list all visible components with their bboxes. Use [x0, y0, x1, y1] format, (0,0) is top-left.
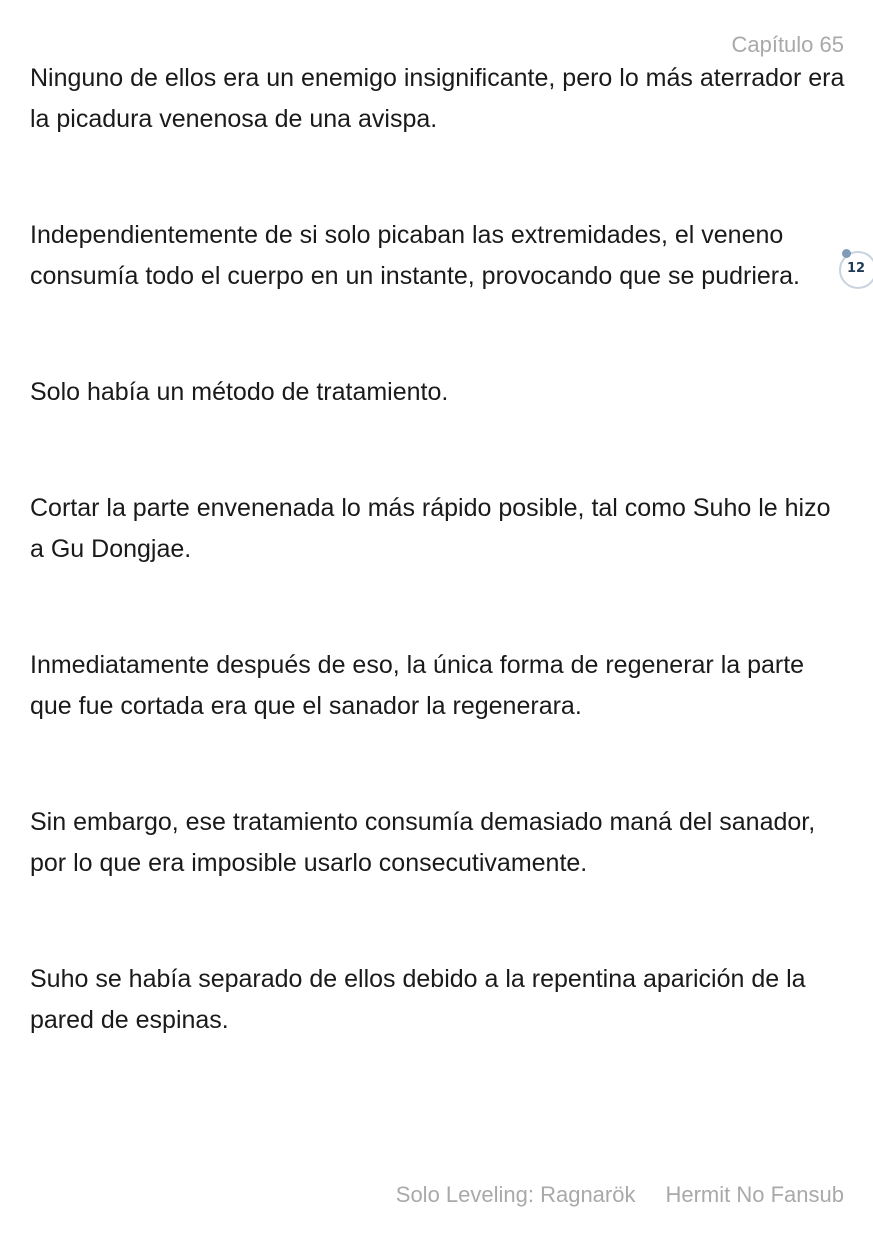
- paragraph: Ninguno de ellos era un enemigo insignificante, pero lo más aterrador era la picadura venenosa de una avispa.: [30, 64, 845, 133]
- page-number: 12: [847, 261, 866, 276]
- paragraph: Sin embargo, ese tratamiento consumía demasiado maná del sanador, por lo que era imposible usarlo consecutivamente.: [30, 808, 816, 877]
- paragraph: Independientemente de si solo picaban las extremidades, el veneno consumía todo el cuerpo en un instante, provocando que se pudriera.: [30, 221, 800, 290]
- paragraph: Suho se había separado de ellos debido a la repentina aparición de la pared de espinas.: [30, 965, 806, 1034]
- footer: [396, 1182, 844, 1208]
- chapter-header: Capítulo 65: [731, 32, 844, 57]
- reading-progress-indicator[interactable]: [839, 249, 873, 289]
- translator-credit: Hermit No Fansub: [665, 1182, 844, 1207]
- chapter-text: [30, 58, 845, 1041]
- paragraph: Solo había un método de tratamiento.: [30, 378, 449, 406]
- paragraph: Inmediatamente después de eso, la única forma de regenerar la parte que fue cortada era que el sanador la regenerara.: [30, 651, 805, 720]
- progress-dot-icon: [842, 249, 851, 258]
- paragraph: Cortar la parte envenenada lo más rápido posible, tal como Suho le hizo a Gu Dongjae.: [30, 494, 831, 563]
- book-title: Solo Leveling: Ragnarök: [395, 1182, 636, 1207]
